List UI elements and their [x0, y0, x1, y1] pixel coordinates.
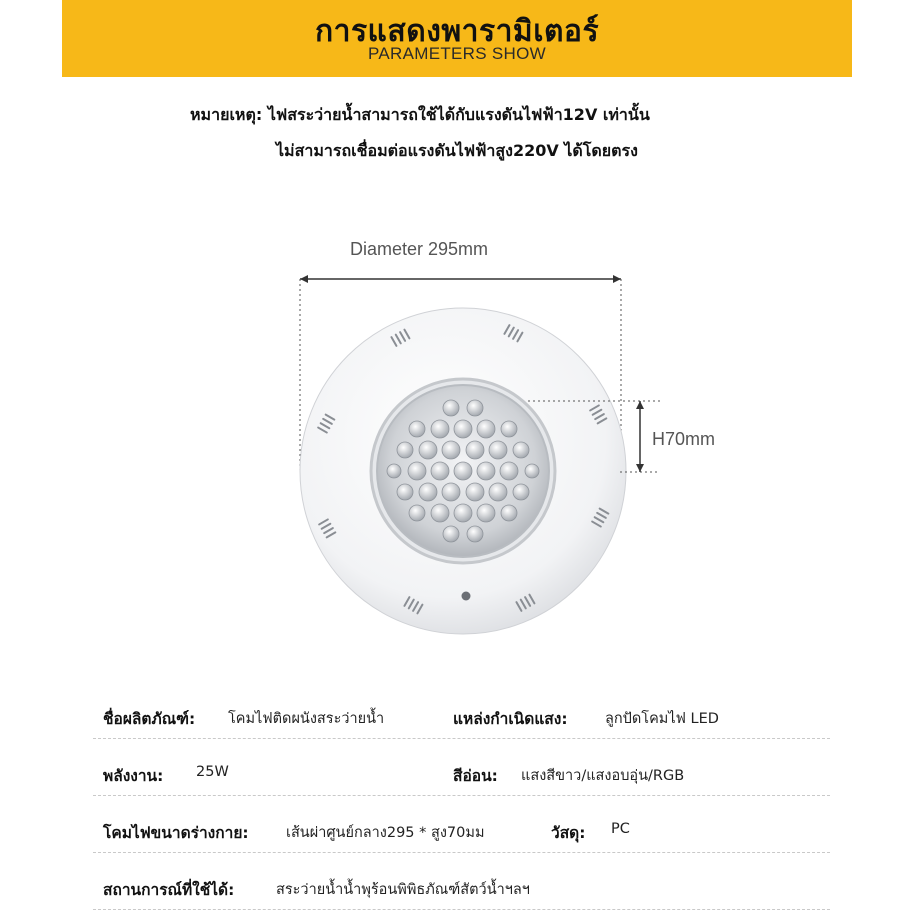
spec-value-light-color: แสงสีขาว/แสงอบอุ่น/RGB	[521, 768, 685, 784]
spec-value-material: PC	[611, 821, 630, 837]
voltage-note-line-1: หมายเหตุ: ไฟสระว่ายน้ำสามารถใช้ได้กับแรงดันไฟฟ้า12V เท่านั้น	[190, 105, 650, 124]
spec-label-light-color: สีอ่อน:	[453, 767, 498, 785]
page-subtitle: PARAMETERS SHOW	[368, 44, 546, 63]
spec-row	[93, 755, 830, 796]
voltage-note-line-2: ไม่สามารถเชื่อมต่อแรงดันไฟฟ้าสูง220V ได้โดยตรง	[276, 141, 638, 160]
spec-label-material: วัสดุ:	[551, 824, 586, 842]
spec-label-application: สถานการณ์ที่ใช้ได้:	[103, 881, 235, 899]
spec-value-product-name: โคมไฟติดผนังสระว่ายน้ำ	[228, 711, 385, 727]
spec-value-application: สระว่ายน้ำน้ำพุร้อนพิพิธภัณฑ์สัตว์น้ำฯลฯ	[276, 882, 530, 898]
spec-value-lamp-size: เส้นผ่าศูนย์กลาง295 * สูง70มม	[286, 825, 485, 841]
spec-value-power: 25W	[196, 764, 229, 780]
spec-row	[93, 698, 830, 739]
spec-row	[93, 812, 830, 853]
spec-label-light-source: แหล่งกำเนิดแสง:	[453, 710, 568, 728]
height-label: H70mm	[652, 429, 716, 449]
spec-label-product-name: ชื่อผลิตภัณฑ์:	[103, 710, 196, 728]
spec-value-light-source: ลูกปัดโคมไฟ LED	[605, 711, 719, 727]
screw-hole	[462, 592, 471, 601]
diameter-label: Diameter 295mm	[350, 239, 489, 259]
spec-row	[93, 869, 830, 910]
spec-label-lamp-size: โคมไฟขนาดร่างกาย:	[103, 824, 249, 842]
spec-label-power: พลังงาน:	[103, 767, 164, 785]
page-title: การแสดงพารามิเตอร์	[314, 14, 600, 49]
